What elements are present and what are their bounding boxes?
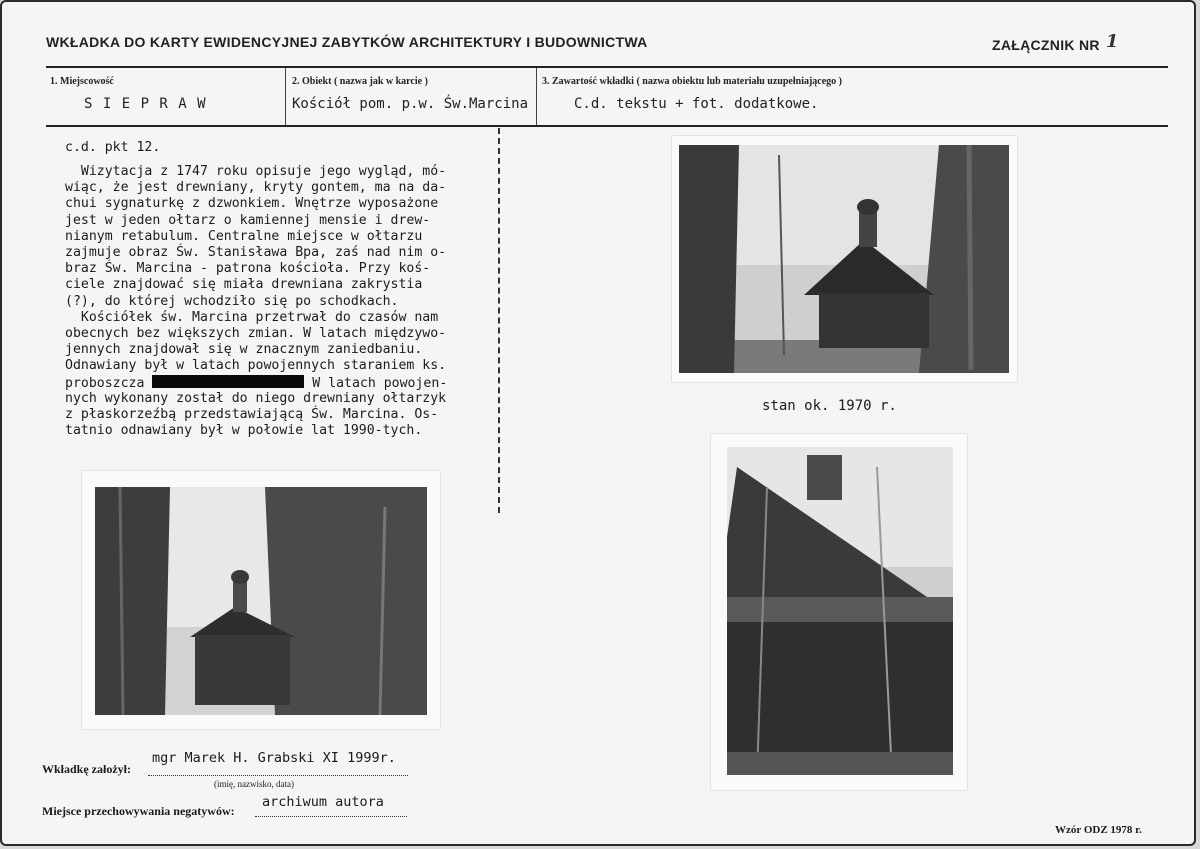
content-value: C.d. tekstu + fot. dodatkowe. bbox=[574, 96, 819, 112]
locality-label: 1. Miejscowość bbox=[50, 76, 114, 87]
photo-church-closeup-image bbox=[727, 447, 953, 775]
body-text-line: Wizytacja z 1747 roku opisuje jego wygląd, mó- bbox=[65, 164, 447, 179]
annex-label-text: ZAŁĄCZNIK NR bbox=[992, 37, 1100, 53]
storage-dotted-line bbox=[255, 816, 407, 817]
body-text-line: Kościółek św. Marcina przetrwał do czasów nam bbox=[65, 309, 439, 325]
photo-church-closeup bbox=[711, 434, 967, 790]
photo-church-1970-image bbox=[679, 145, 1009, 373]
body-text-line: wiąc, że jest drewniany, kryty gontem, ma na da- bbox=[65, 180, 447, 196]
redaction-bar bbox=[152, 375, 304, 388]
annex-label bbox=[992, 31, 1119, 55]
photo-caption: stan ok. 1970 r. bbox=[762, 398, 897, 414]
body-text-line-redacted bbox=[65, 375, 447, 392]
body-text-line: nych wykonany został do niego drewniany ołtarzyk bbox=[65, 390, 447, 406]
top-rule bbox=[46, 66, 1168, 68]
redacted-suffix: W latach powojen- bbox=[304, 375, 448, 391]
form-code: Wzór ODZ 1978 r. bbox=[1055, 824, 1142, 836]
body-text-line: ciele znajdować się miała drewniana zakrystia bbox=[65, 277, 423, 293]
storage-label: Miejsce przechowywania negatywów: bbox=[42, 804, 235, 818]
author-dotted-line bbox=[148, 775, 408, 776]
body-text-line: nianym retabulum. Centralne miejsce w ołtarzu bbox=[65, 228, 423, 244]
locality-value: S I E P R A W bbox=[84, 96, 207, 112]
body-text-line: Odnawiany był w latach powojennych staraniem ks. bbox=[65, 358, 447, 374]
body-text-line: tatnio odnawiany był w połowie lat 1990-tych. bbox=[65, 423, 423, 439]
body-heading: c.d. pkt 12. bbox=[65, 140, 161, 155]
body-text-line: (?), do której wchodziło się po schodkach. bbox=[65, 293, 399, 309]
form-title: WKŁADKA DO KARTY EWIDENCYJNEJ ZABYTKÓW ARCHITEKTURY I BUDOWNICTWA bbox=[46, 34, 648, 50]
field-divider-1 bbox=[285, 68, 286, 125]
object-label: 2. Obiekt ( nazwa jak w karcie ) bbox=[292, 76, 428, 87]
photo-church-trees bbox=[82, 471, 440, 729]
author-sublabel: (imię, nazwisko, data) bbox=[214, 779, 294, 789]
body-text-line: braz Św. Marcina - patrona kościoła. Przy koś- bbox=[65, 261, 431, 277]
annex-number: 1 bbox=[1105, 31, 1119, 52]
redacted-prefix: proboszcza bbox=[65, 375, 153, 391]
column-divider bbox=[498, 128, 500, 513]
body-text-line: chui sygnaturkę z dzwonkiem. Wnętrze wyposażone bbox=[65, 196, 439, 212]
author-label: Wkładkę założył: bbox=[42, 762, 131, 776]
author-value: mgr Marek H. Grabski XI 1999r. bbox=[152, 750, 396, 766]
body-text-line: jennych znajdował się w znacznym zaniedbaniu. bbox=[65, 342, 423, 358]
body-text-line: jest w jeden ołtarz o kamiennej mensie i drew- bbox=[65, 212, 431, 228]
photo-church-trees-image bbox=[95, 487, 427, 715]
body-text-line: zajmuje obraz Św. Stanisława Bpa, zaś nad nim o- bbox=[65, 245, 447, 260]
body-text-line: obecnych bez większych zmian. W latach międzywo- bbox=[65, 326, 447, 341]
body-text-line: z płaskorzeźbą przedstawiającą Św. Marcina. Os- bbox=[65, 407, 439, 422]
photo-church-1970 bbox=[672, 136, 1017, 382]
object-value: Kościół pom. p.w. Św.Marcina bbox=[292, 96, 529, 112]
content-label: 3. Zawartość wkładki ( nazwa obiektu lub materiału uzupełniającego ) bbox=[542, 76, 843, 87]
storage-value: archiwum autora bbox=[262, 794, 384, 810]
fields-bottom-rule bbox=[46, 125, 1168, 127]
field-divider-2 bbox=[536, 68, 537, 125]
